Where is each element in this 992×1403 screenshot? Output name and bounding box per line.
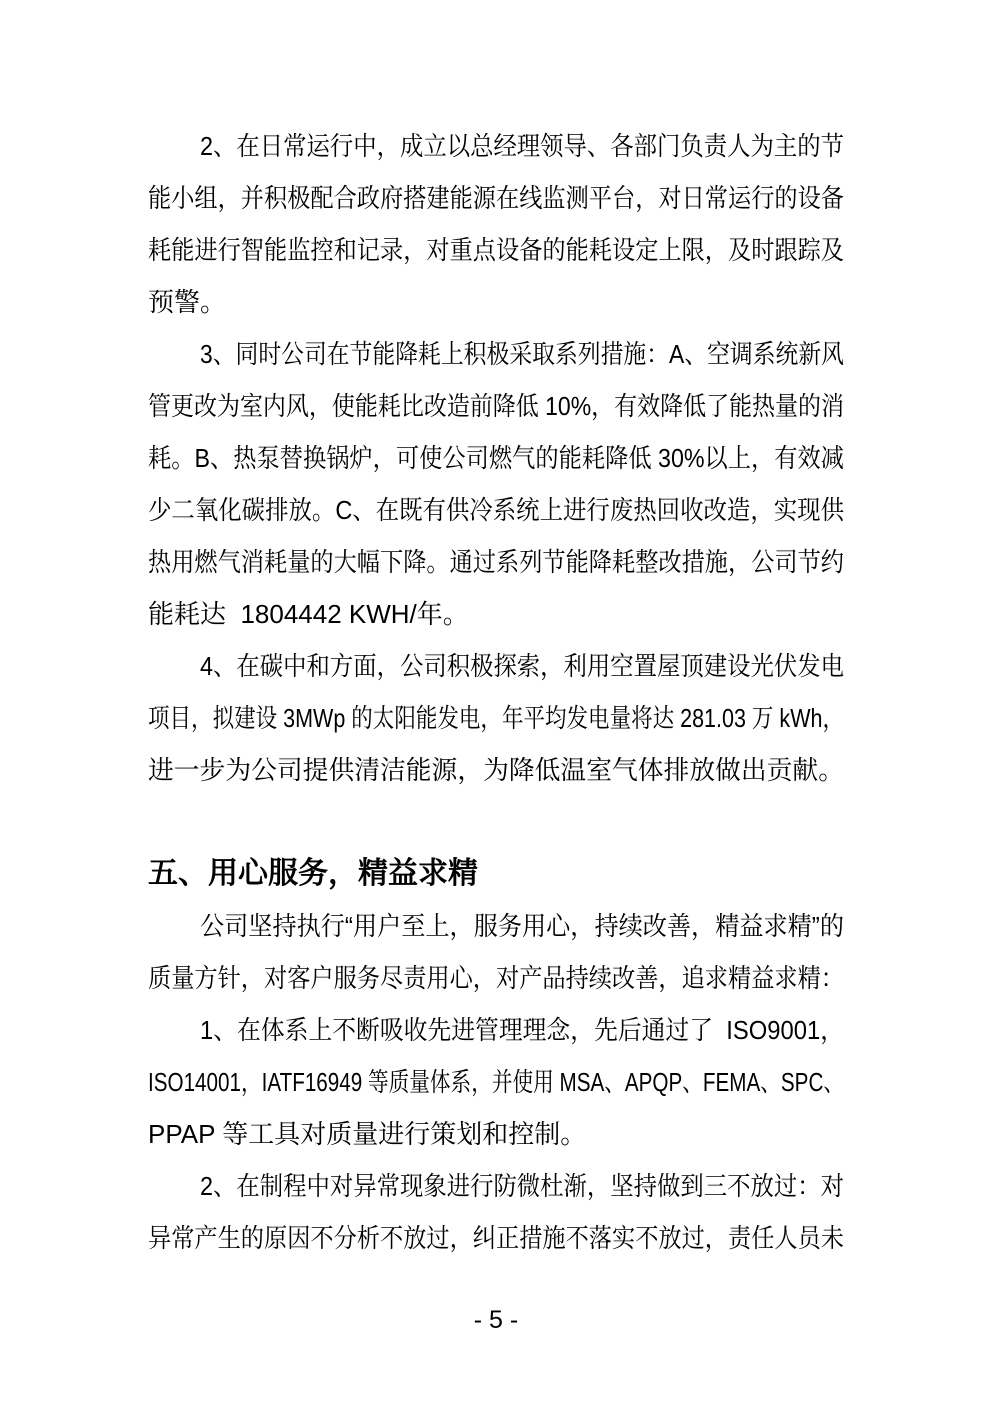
text-line xyxy=(148,1056,844,1108)
para-3-energy-saving-measures xyxy=(148,328,844,640)
text-line xyxy=(148,1212,844,1264)
text-line-content: 异常产生的原因不分析不放过，纠正措施不落实不放过，责任人员未 xyxy=(148,1223,844,1253)
text-line xyxy=(148,1108,844,1160)
text-line xyxy=(148,900,844,952)
text-line-content: 公司坚持执行“用户至上，服务用心，持续改善，精益求精”的 xyxy=(200,911,844,941)
page-number: - 5 - xyxy=(473,1306,519,1334)
text-line-content: PPAP 等工具对质量进行策划和控制。 xyxy=(148,1119,587,1149)
text-line-content: 耗能进行智能监控和记录，对重点设备的能耗设定上限，及时跟踪及 xyxy=(148,235,844,265)
text-line xyxy=(148,172,844,224)
text-line-content: 能小组，并积极配合政府搭建能源在线监测平台，对日常运行的设备 xyxy=(148,183,844,213)
heading-section-five-service: 五、用心服务，精益求精 xyxy=(148,857,478,890)
text-line xyxy=(148,1160,844,1212)
text-line xyxy=(148,484,844,536)
text-line-content: 能耗达 1804442 KWH/年。 xyxy=(148,599,469,629)
text-line-content: 进一步为公司提供清洁能源，为降低温室气体排放做出贡献。 xyxy=(148,755,844,785)
text-line-content: 3、同时公司在节能降耗上积极采取系列措施：A、空调系统新风 xyxy=(200,339,844,369)
text-line-content: 4、在碳中和方面，公司积极探索，利用空置屋顶建设光伏发电 xyxy=(200,651,844,681)
text-line xyxy=(148,952,844,1004)
para-quality-policy xyxy=(148,900,844,1004)
text-line-content: 2、在制程中对异常现象进行防微杜渐，坚持做到三不放过：对 xyxy=(200,1171,844,1201)
page-footer xyxy=(0,1294,992,1346)
text-line xyxy=(148,1004,844,1056)
text-line xyxy=(148,744,844,796)
text-line xyxy=(148,276,844,328)
text-line xyxy=(148,120,844,172)
para-4-carbon-neutral-solar xyxy=(148,640,844,796)
text-line-content: 2、在日常运行中，成立以总经理领导、各部门负责人为主的节 xyxy=(200,131,844,161)
text-line xyxy=(148,224,844,276)
text-line-content: 预警。 xyxy=(148,287,227,317)
text-line-content: 少二氧化碳排放。C、在既有供冷系统上进行废热回收改造，实现供 xyxy=(148,495,844,525)
para-2-energy-monitoring xyxy=(148,120,844,328)
para-2-process-control xyxy=(148,1160,844,1264)
text-line-content: 耗。B、热泵替换锅炉，可使公司燃气的能耗降低 30%以上，有效减 xyxy=(148,443,844,473)
document-body xyxy=(148,120,844,1264)
text-line-content: 项目，拟建设 3MWp 的太阳能发电，年平均发电量将达 281.03 万 kWh， xyxy=(148,703,844,733)
text-line xyxy=(148,328,844,380)
text-line xyxy=(148,432,844,484)
text-line xyxy=(148,588,844,640)
text-line xyxy=(148,380,844,432)
text-line-content: 质量方针，对客户服务尽责用心，对产品持续改善，追求精益求精： xyxy=(148,963,844,993)
text-line-content: 1、在体系上不断吸收先进管理理念，先后通过了 ISO9001， xyxy=(200,1015,844,1045)
text-line-content: 热用燃气消耗量的大幅下降。通过系列节能降耗整改措施，公司节约 xyxy=(148,547,844,577)
text-line-content: ISO14001，IATF16949 等质量体系，并使用 MSA、APQP、FEMA、SPC、 xyxy=(148,1067,844,1097)
text-line xyxy=(148,536,844,588)
text-line-content: 管更改为室内风，使能耗比改造前降低 10%，有效降低了能热量的消 xyxy=(148,391,844,421)
para-1-quality-systems xyxy=(148,1004,844,1160)
text-line xyxy=(148,692,844,744)
text-line xyxy=(148,640,844,692)
